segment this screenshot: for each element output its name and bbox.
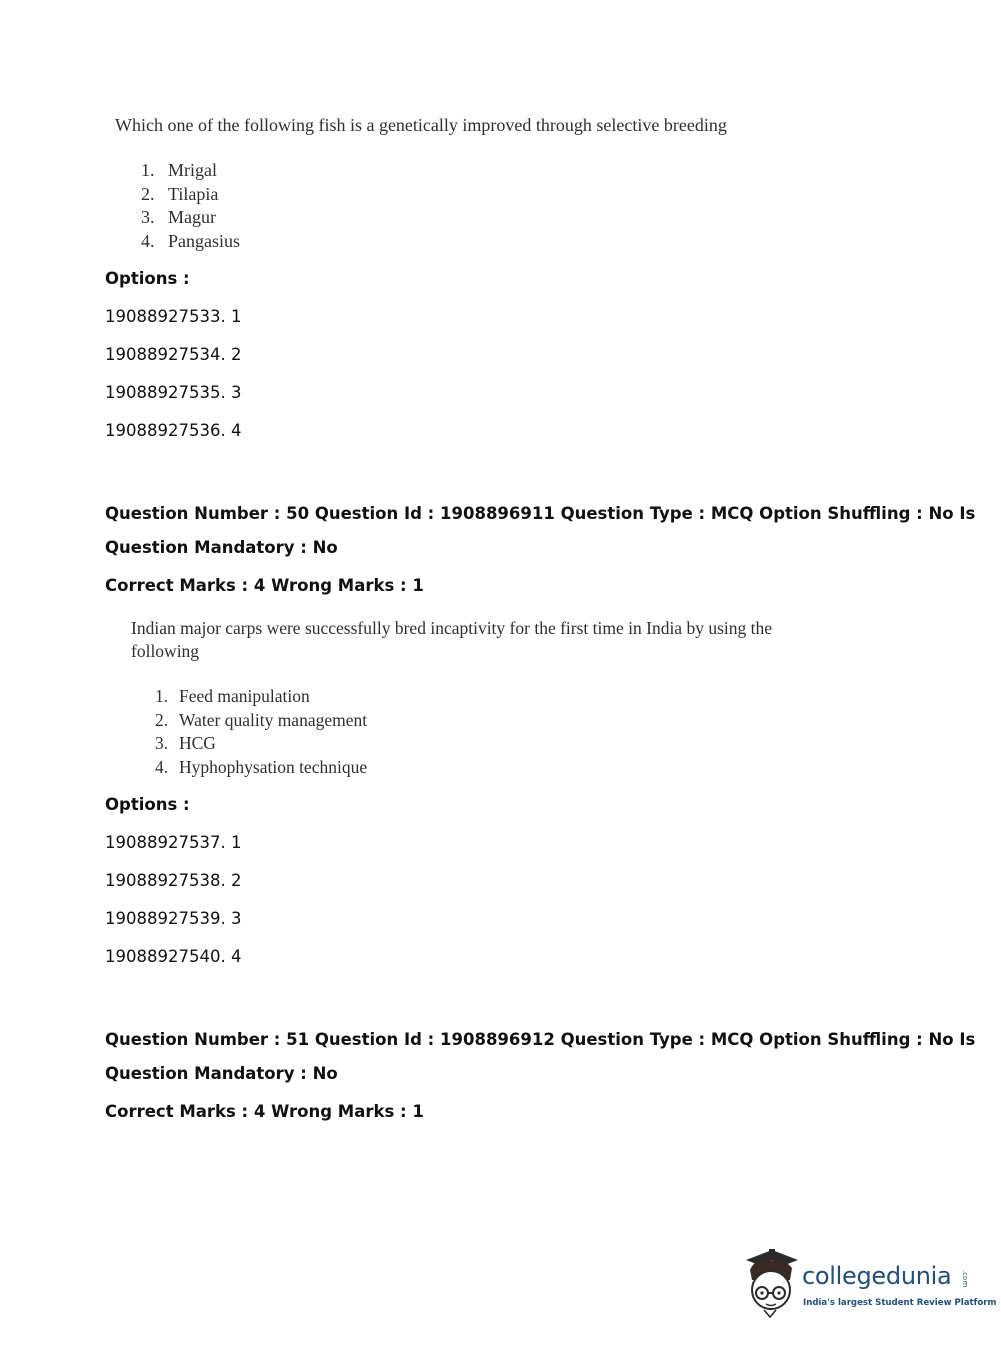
choice-item: 2. Tilapia [141, 183, 219, 204]
question-header: Question Number : 50 Question Id : 1908896911 Question Type : MCQ Option Shuffling : No Is [105, 504, 976, 523]
choice-item: 3. Magur [141, 207, 216, 227]
choice-item: 1. Mrigal [141, 160, 217, 180]
choice-list [141, 159, 240, 253]
choice-item: 4. Pangasius [141, 230, 240, 251]
question-marks: Correct Marks : 4 Wrong Marks : 1 [105, 1102, 424, 1121]
question-mandatory: Question Mandatory : No [105, 1064, 338, 1083]
option-item: 19088927537. 1 [105, 833, 242, 852]
option-item: 19088927534. 2 [105, 345, 242, 364]
option-item: 19088927539. 3 [105, 909, 242, 928]
collegedunia-logo [742, 1246, 997, 1318]
choice-item: 1. Feed manipulation [155, 686, 310, 706]
option-item: 19088927540. 4 [105, 947, 242, 966]
choice-item: 4. Hyphophysation technique [155, 756, 368, 777]
options-heading: Options : [105, 269, 190, 288]
logo-wordmark: collegedunia [802, 1262, 952, 1290]
question-marks: Correct Marks : 4 Wrong Marks : 1 [105, 576, 424, 595]
logo-tagline: India's largest Student Review Platform [803, 1298, 997, 1308]
option-item: 19088927536. 4 [105, 421, 242, 440]
choice-item: 2. Water quality management [155, 709, 368, 730]
option-item: 19088927538. 2 [105, 871, 242, 890]
choice-item: 3. HCG [155, 733, 216, 753]
options-heading: Options : [105, 795, 190, 814]
mascot-icon [742, 1246, 802, 1318]
option-item: 19088927535. 3 [105, 383, 242, 402]
question-mandatory: Question Mandatory : No [105, 538, 338, 557]
logo-domain-suffix: .com [961, 1270, 969, 1288]
question-stem: Indian major carps were successfully bred incaptivity for the first time in India by using the following [131, 618, 772, 661]
choice-list [155, 685, 367, 779]
option-item: 19088927533. 1 [105, 307, 242, 326]
question-stem: Which one of the following fish is a genetically improved through selective breeding [115, 115, 727, 135]
question-header: Question Number : 51 Question Id : 1908896912 Question Type : MCQ Option Shuffling : No Is [105, 1030, 976, 1049]
